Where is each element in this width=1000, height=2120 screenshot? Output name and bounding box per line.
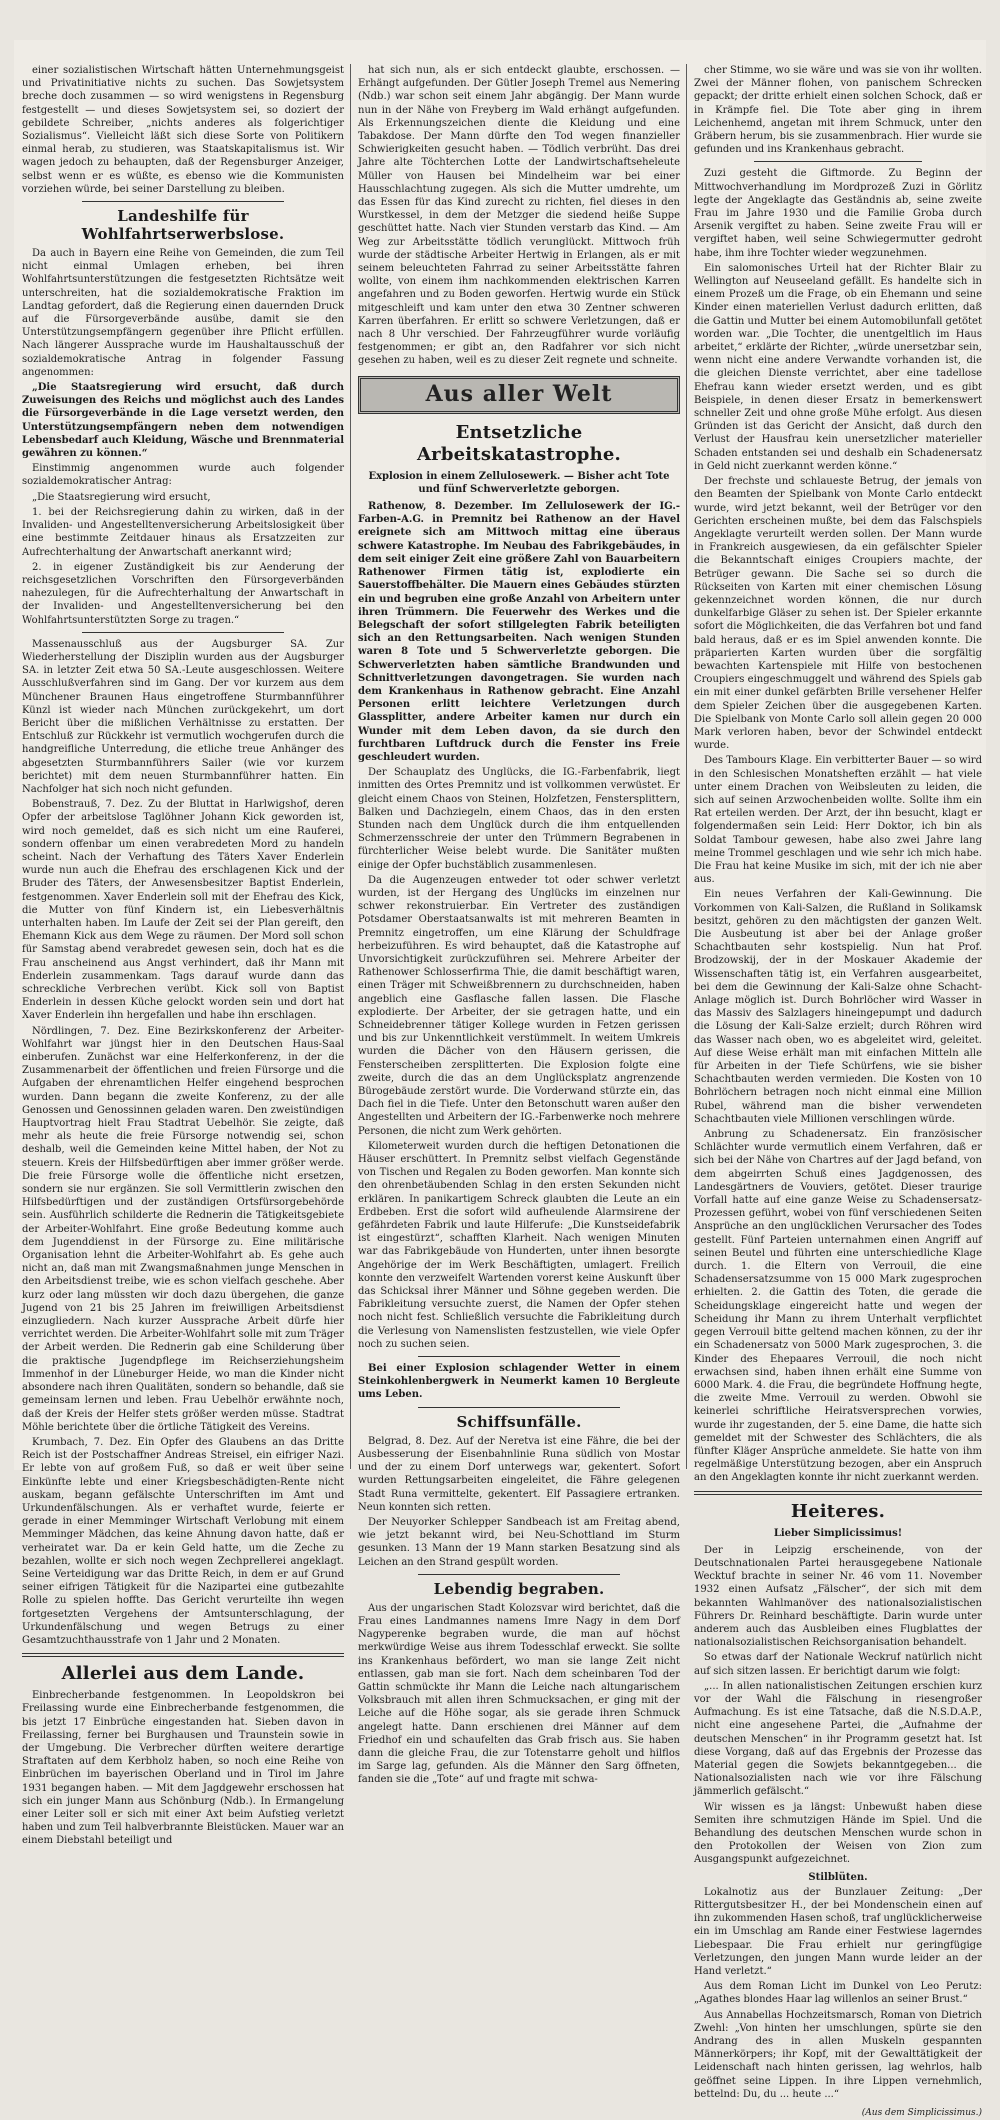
separator [22,1653,344,1657]
separator [418,1356,620,1357]
article-paragraph: Bobenstrauß, 7. Dez. Zu der Bluttat in Harlwigshof, deren Opfer der arbeitslose Taglöhner Johann Kick geworden ist, wird noch gemeldet, daß es sich nicht um eine Rauferei, sondern offenbar um einen verabredeten Mord zu handeln scheint. Nach der Verhaftung des Täters Xaver Enderlein wurde nun auch die Ehefrau des erschlagenen Kick und der Bruder des Täters, der Anwesensbesitzer Baptist Enderlein, festgenommen. Xaver Enderlein soll mit der Ehefrau des Kick, die Mutter von fünf Kindern ist, ein Liebesverhältnis unterhalten haben. Im Laufe der Zeit sei der Plan gereift, den Ehemann Kick aus dem Wege zu räumen. Der Mord soll schon für Samstag abend verabredet gewesen sein, doch hat es die Frau anscheinend aus Angst verhindert, daß ihr Mann mit Enderlein zusammenkam. Tags darauf wurde dann das schreckliche Verbrechen verübt. Kick soll von Baptist Enderlein in dessen Küche gelockt worden sein und dort hat Xaver Enderlein ihn hergefallen und habe ihn erschlagen. [22,799,344,1022]
article-paragraph: 2. in eigener Zuständigkeit bis zur Aenderung der reichsgesetzlichen Vorschriften den Fürsorgeverbänden nahezulegen, für die Aufrechterhaltung der Anwartschaft in der Invaliden- und Angestelltenversicherung bei den Wohlfahrtsunterstützten Sorge zu tragen.“ [22,561,344,626]
column-right [694,64,982,2119]
article-paragraph: „Die Staatsregierung wird ersucht, daß durch Zuweisungen des Reichs und möglichst auch des Landes die Fürsorgeverbände in die Lage versetzt werden, den Unterstützungsempfängern neben dem notwendigen Lebensbedarf auch Kleidung, Wäsche und Brennmaterial gewähren zu können.“ [22,382,344,460]
article-paragraph: „Die Staatsregierung wird ersucht, [32,491,211,503]
article-paragraph: Rathenow, 8. Dezember. Im Zellulosewerk der IG.-Farben-A.G. in Premnitz bei Rathenow an der Havel ereignete sich am Mittwoch mittag eine überaus schwere Katastrophe. Im Neubau des Fabrikgebäudes, in dem seit einiger Zeit eine größere Zahl von Bauarbeitern Rathenower Firmen tätig ist, explodierte ein Sauerstoffbehälter. Die Mauern eines Gebäudes stürzten ein und begruben eine große Anzahl von Arbeitern unter ihren Trümmern. Die Feuerwehr des Werkes und die Belegschaft der sofort stillgelegten Fabrik beteiligten sich an den Rettungsarbeiten. Nach wenigen Stunden waren 8 Tote und 5 Schwerverletzte geborgen. Die Schwerverletzten haben sämtliche Brandwunden und Schnittverletzungen davongetragen. Sie wurden nach dem Krankenhaus in Rathenow gebracht. Eine Anzahl Personen erlitt leichtere Verletzungen durch Glassplitter, andere Arbeiter kamen nur durch ein Wunder mit dem Leben davon, da sie durch den furchtbaren Luftdruck durch die Fenster ins Freie geschleudert wurden. [358,501,680,763]
article-paragraph: Bei einer Explosion schlagender Wetter in einem Steinkohlenbergwerk in Neumerkt kamen 10 Bergleute ums Leben. [358,1363,680,1401]
article-paragraph: Krumbach, 7. Dez. Ein Opfer des Glaubens an das Dritte Reich ist der Postschaffner Andreas Streisel, ein eifriger Nazi. Er lebte von auf großem Fuß, so daß er weit über seine Einkünfte lebte und einer Kriegsbeschädigten-Rente nicht auskam, begann gefälschte Unterschriften im Amt und Urkundenfälschungen. Als er verhaftet wurde, feierte er gerade in einer Memminger Wirtschaft Verlobung mit einem Memminger Mädchen, das keine Ahnung davon hatte, daß er verheiratet war. Da er kein Geld hatte, um die Zeche zu bezahlen, wollte er sich noch wegen Zechprellerei angeklagt. Seine Verteidigung war das Dritte Reich, in dem er auf Grund seiner eifrigen Tätigkeit für die Nazipartei eine gutbezahlte Rolle zu spielen hoffte. Das Gericht verurteilte ihn wegen fortgesetzten Vergehens der Amtsunterschlagung, der Urkundenfälschung und wegen Betrugs zu einer Gesamtzuchthausstrafe von 1 Jahr und 2 Monaten. [22,1436,344,1646]
article-paragraph: Des Tambours Klage. Ein verbitterter Bauer — so wird in den Schlesischen Monatsheften erzählt — hat viele unter einem Drachen von Weibsleuten zu leiden, die sich auf seinen Arzwochenbeiden wollte. Sollte ihm ein Rat erteilen werden. Der Arzt, der ihn besucht, klagt er folgendermaßen sein Leid: Herr Doktor, ich bin als Soldat Tambour gewesen, habe also zwei Jahre lang meine Trommel geschlagen und wie sehr ich mich habe. Die Frau hat keine Musike im sich, mit der ich nie aber aus. [694,755,982,886]
article-paragraph: „... In allen nationalistischen Zeitungen erschien kurz vor der Wahl die Fälschung in riesengroßer Aufmachung. Es ist eine Tatsache, daß die N.S.D.A.P., nicht eine angesehene Partei, die „Aufnahme der deutschen Menschen“ in ihr Programm gesetzt hat. Ist diese Vorgang, daß auf das Ergebnis der Prozesse das Material gegen die Sowjets bekanntgegeben... die Nationalsozialisten nach wie vor ihre Fälschung jämmerlich gefälscht.“ [694,1680,982,1798]
article-paragraph: Aus der ungarischen Stadt Kolozsvar wird berichtet, daß die Frau eines Landmannes namens Imre Nagy in dem Dorf Nagyperenke begraben wurde, die man auf höchst merkwürdige Weise aus ihrem Todesschlaf erweckt. Sie sollte ins Krankenhaus befördert, wo man sie lange Zeit nicht entlassen, gab man sie fort. Nach dem scheinbaren Tod der Gattin schmückte ihr Mann die Leiche nach altungarischem Volksbrauch mit allen ihren Schmucksachen, er ging mit der Leiche auf die Höhe sogar, als sie gerade ihren Schmuck angelegt hatte. Dann erschienen drei Männer auf dem Friedhof ein und schaufelten das Grab frisch aus. Sie haben dann die gleiche Frau, die zur Totenstarre geholt und hilflos im Sarge lag, gefunden. Als die Männer den Sarg öffneten, fanden sie die „Tote“ auf und fragte mit schwa- [358,1602,680,1786]
article-paragraph: Belgrad, 8. Dez. Auf der Neretva ist eine Fähre, die bei der Ausbesserung der Eisenbahnlinie Runa südlich von Mostar und der zu einem Dorf unterwegs war, gekentert. Sofort wurden Rettungsarbeiten eingeleitet, die Fähre gelegenen Stadt Runa vermittelte, gekentert. Elf Passagiere ertranken. Neun konnten sich retten. [358,1435,680,1513]
source-credit: (Aus dem Simplicissimus.) [861,2108,982,2119]
article-paragraph: Der Neuyorker Schlepper Sandbeach ist am Freitag abend, wie jetzt bekannt wird, bei Neu-Schottland im Sturm gesunken. 13 Mann der 19 Mann starken Besatzung sind als Leichen an den Strand gespült worden. [358,1516,680,1568]
heading-lebendig-begraben: Lebendig begraben. [433,1579,605,1598]
article-paragraph: Ein neues Verfahren der Kali-Gewinnung. Die Vorkommen von Kali-Salzen, die Rußland in Solikamsk besitzt, gehören zu den mächtigsten der ganzen Welt. Die Ausbeutung ist aber bei der Anlage großer Schachtbauten sehr kostspielig. Nun hat Prof. Brodzowskij, der in der Moskauer Akademie der Wissenschaften tätig ist, ein Verfahren ausgearbeitet, bei dem die Gewinnung der Kali-Salze ohne Schacht-Anlage möglich ist. Durch Bohrlöcher wird Wasser in das Massiv des Salzlagers hineingepumpt und dadurch die Lösung der Kali-Salze erzielt; durch Röhren wird das Wasser nach oben, wo es abgeleitet wird, geleitet. Auf diese Weise erhält man mit einfachen Mitteln alle für Arbeiten in der Tiefe Schürfens, wie sie bisher Schachtbauten werden vermieden. Die Kosten von 10 Bohrlöchern betragen noch nicht einmal eine Million Rubel, während man die bisher verwendeten Schachtbauten viele Millionen verschlingen würde. [694,889,982,1125]
article-paragraph: Der frechste und schlaueste Betrug, der jemals von den Beamten der Spielbank von Monte Carlo entdeckt wurde, wird jetzt bekannt, weil der Betrüger vor den Gerichten erscheinen mußte, bei dem das Falschspiels Angeklagte verurteilt werden sollen. Der Mann wurde in Frankreich ausgewiesen, da ein gefälschter Spieler die Bekanntschaft einiges Croupiers machte, der Betrüger gewann. Die Sache sei so durch die Rückseiten von Karten mit einer chemischen Lösung gekennzeichnet worden können, die nur durch dunkelfarbige Gläser zu sehen ist. Der Spieler erkannte sofort die Möglichkeiten, die das Verfahren bot und fand bald heraus, daß er es im Spiel anwenden konnte. Die präparierten Karten wurden über die sorgfältig bewachten Kartenspiele mit Hilfe von bestochenen Croupiers eingeschmuggelt und während des Spiels gab ein mit einer dunkel gefärbten Brille versehener Helfer dem Spieler Zeichen über die ausgegebenen Karten. Die Spielbank von Monte Carlo soll allein gegen 20 000 Mark verloren haben, bevor der Schwindel entdeckt wurde. [694,476,982,752]
separator [754,161,922,162]
newspaper-page [14,40,986,2119]
article-paragraph: Zuzi gesteht die Giftmorde. Zu Beginn der Mittwochverhandlung im Mordprozeß Zuzi in Görlitz legte der Angeklagte das Geständnis ab, seine zweite Frau im Jahre 1930 und die Familie Groba durch Arsenik vergiftet zu haben. Seine zweite Frau will er vergiftet haben, weil seine Schwiegermutter gedroht habe, ihm ihre Tochter wieder wegzunehmen. [694,168,982,259]
article-paragraph: Da die Augenzeugen entweder tot oder schwer verletzt wurden, ist der Hergang des Unglücks im einzelnen nur schwer rekonstruierbar. Ein Vertreter des zuständigen Potsdamer Oberstaatsanwalts ist mit mehreren Beamten in Premnitz eingetroffen, um eine Klärung der Schuldfrage herbeizuführen. Es wird behauptet, daß die Katastrophe auf Unvorsichtigkeit zurückzuführen sei. Mehrere Arbeiter der Rathenower Schlosserfirma Thie, die damit beschäftigt waren, einen Träger mit Schweißbrennern zu durchschneiden, haben angeblich eine Gasflasche fallen lassen. Die Flasche explodierte. Der Arbeiter, der sie getragen hatte, und ein Schneidebrenner tätiger Kollege wurden in Fetzen gerissen und bis zur Unkenntlichkeit verstümmelt. In weitem Umkreis wurden die Dächer von den Häusern gerissen, die Fensterscheiben zersplitterten. Die Explosion folgte eine zweite, durch die das an dem Unglücksplatz angrenzende Bürogebäude zerstört wurde. Die Vorderwand stürzte ein, das Dach fiel in die Tiefe. Unter den Betonschutt waren außer den Angestellten und Arbeitern der IG.-Farbenwerke noch mehrere Personen, die nicht zum Werk gehörten. [358,874,680,1137]
heading-allerlei: Allerlei aus dem Lande. [61,1663,305,1685]
article-paragraph: cher Stimme, wo sie wäre und was sie von ihr wollten. Zwei der Männer flohen, von panischem Schrecken gepackt; der dritte erhielt einen solchen Schock, daß er in Krämpfe fiel. Die Tote aber ging in ihrem Leichenhemd, angetan mit ihrem Schmuck, unter den Gräbern herum, bis sie zusammenbrach. Hier wurde sie gefunden und ins Krankenhaus gebracht. [694,65,982,156]
article-paragraph: Lokalnotiz aus der Bunzlauer Zeitung: „Der Rittergutsbesitzer H., der bei Mondenschein einen auf ihn zukommenden Hasen schoß, traf unglücklicherweise ein im Umschlag am Rande einer Festwiese lagerndes Liebespaar. Die Frau erhielt nur geringfügige Verletzungen, den jungen Mann wurde leider an der Hand verletzt.“ [694,1886,982,1978]
heading-heiteres: Heiteres. [790,1500,886,1522]
separator [694,1491,982,1495]
heading-schiffsunfaelle: Schiffsunfälle. [456,1412,582,1431]
heading-landeshilfe: Landeshilfe für Wohlfahrtserwerbslose. [81,207,285,244]
article-paragraph: Wir wissen es ja längst: Unbewußt haben diese Semiten ihre schmutzigen Hände im Spiel. Und die Behandlung des deutschen Menschen wurde schon in den Protokollen der Weisen von Zion zum Ausgangspunkt aufgezeichnet. [694,1801,982,1866]
column-rule [686,64,687,1469]
article-paragraph: Nördlingen, 7. Dez. Eine Bezirkskonferenz der Arbeiter-Wohlfahrt war jüngst hier in den Deutschen Haus-Saal einberufen. Zunächst war eine Helferkonferenz, in der die Zusammenarbeit der öffentlichen und freien Fürsorge und die Aufgaben der ehrenamtlichen Helfer eingehend besprochen wurden. Dann begann die zweite Konferenz, zu der alle Genossen und Genossinnen geladen waren. Den zweistündigen Hauptvortrag hielt Frau Stadtrat Uebelhör. Sie zeigte, daß mehr als heute die freie Fürsorge notwendig sei, schon deshalb, weil die Gemeinden keine Mittel haben, der Not zu steuern. Kreis der Hilfsbedürftigen aber immer größer werde. Die freie Fürsorge wolle die öffentliche nicht ersetzen, sondern sie nur ergänzen. Sie soll Vermittlerin zwischen den Hilfsbedürftigen und der zuständigen Ortsfürsorgebehörde sein. Ausführlich schilderte die Rednerin die Tätigkeitsgebiete der Arbeiter-Wohlfahrt. Eine große Bedeutung komme auch dem Jugenddienst in der Fürsorge zu. Eine militärische Organisation lehnt die Arbeiter-Wohlfahrt ab. Es gehe auch nicht an, daß man mit Zwangsmaßnahmen junge Menschen in den Arbeitsdienst treibe, wie es schon vielfach geschehe. Aber kurz oder lang müssten wir doch dazu übergehen, die ganze Jugend von 21 bis 25 Jahren im freiwilligen Arbeitsdienst einzugliedern. Nach kurzer Aussprache Arbeit dürfe hier verrichtet werden. Die Arbeiter-Wohlfahrt solle mit zum Träger der Arbeit werden. Die Rednerin gab eine Schilderung über die praktische Jugendpflege im Reichserziehungsheim Immenhof in der Lüneburger Heide, wo man die Kinder nicht absondere nach ihren Qualitäten, sondern so behandle, daß sie gemeinsam lernen und leben. Frau Uebelhör erwähnte noch, daß der Kreis der Helfer stets größer werden müsse. Stadtrat Möhle berichtete über die örtliche Tätigkeit des Vereins. [22,1025,345,1433]
article-paragraph: Da auch in Bayern eine Reihe von Gemeinden, die zum Teil nicht einmal Umlagen erheben, bei ihren Wohlfahrtsunterstützungen die festgesetzten Richtsätze weit unterschreiten, hat die sozialdemokratische Fraktion im Landtag gefordert, daß die Regierung einen dauernden Druck auf die Fürsorgeverbände ausübe, damit sie den Unterstützungsempfängern gegenüber ihre Pflicht erfüllen. Nach längerer Aussprache wurde im Haushaltausschuß der sozialdemokratische Antrag in folgender Fassung angenommen: [22,248,344,378]
separator [418,1407,620,1408]
column-left [22,64,345,1847]
article-paragraph: einer sozialistischen Wirtschaft hätten Unternehmungsgeist und Privatinitiative nichts zu suchen. Das Sowjetsystem breche doch zusammen — so wird wenigstens in Regensburg festgestellt — und dieses Sowjetsystem sei, so doziert der gebildete Schreiber, „nichts anderes als folgerichtiger Sozialismus“. Vielleicht läßt sich diese Sorte von Politikern einmal herab, zu studieren, was Staatskapitalismus ist. Wir wagen jedoch zu behaupten, daß der Regensburger Anzeiger, selbst wenn er es wüßte, es ebenso wie die Kommunisten vorziehen würde, bei seiner Darstellung zu bleiben. [22,65,344,195]
article-paragraph: Aus Annabellas Hochzeitsmarsch, Roman von Dietrich Zwehl: „Von hinten her umschlungen, spürte sie den Andrang des in allen Muskeln gespannten Männerkörpers; ihr Kopf, mit der Gewalttätigkeit der Leidenschaft nach hinten gerissen, lag wehrlos, halb geöffnet seine Lippen. In ihre Lippen vernehmlich, bettelnd: Du, du ... heute ...“ [694,2009,982,2100]
heading-stilblueten: Stilblüten. [808,1871,868,1883]
article-paragraph: 1. bei der Reichsregierung dahin zu wirken, daß in der Invaliden- und Angestelltenversicherung Arbeitslosigkeit über eine bestimmte Zeitdauer hinaus als Ersatzzeiten zur Aufrechterhaltung der Anwartschaft anerkannt wird; [22,506,344,558]
article-paragraph: hat sich nun, als er sich entdeckt glaubte, erschossen. — Erhängt aufgefunden. Der Gütler Joseph Tremel aus Nemering (Ndb.) war schon seit einem Jahr abgängig. Der Mann wurde nun in der Nähe von Freyberg im Wald erhängt aufgefunden. Als Erkennungszeichen diente die Kleidung und eine Tabakdose. Der Mann dürfte den Tod wegen finanzieller Schwierigkeiten gesucht haben. — Tödlich verbrüht. Das drei Jahre alte Töchterchen Lotte der Landwirtschaftseheleute Müller von Hausen bei Mindelheim war bei einer Hausschlachtung zugegen. Als sich die Mutter umdrehte, um das Essen für das Kind zurecht zu richten, fiel dieses in den Wurstkessel, in dem der Metzger die siedend heiße Suppe geschüttet hatte. Nach vier Stunden verstarb das Kind. — Am Weg zur Arbeitsstätte tödlich verunglückt. Mittwoch früh wurde der städtische Arbeiter Hertwig in Erlangen, als er mit seinem beleuchteten Fahrrad zu seiner Arbeitsstätte fahren wollte, von einem ihm nachkommenden elektrischen Karren angefahren und zu Boden geworfen. Hertwig wurde ein Stück mitgeschleift und kam unter den etwa 30 Zentner schweren Karren überfahren. Er erlitt so schwere Verletzungen, daß er nach 8 Uhr verschied. Der Fahrzeugführer wurde vorläufig festgenommen; er gibt an, den Radfahrer vor sich nicht gesehen zu haben, weil es zu dieser Zeit regnete und schneite. [358,65,680,367]
subheading: Lieber Simplicissimus! [773,1527,903,1539]
article-paragraph: Anbrung zu Schadenersatz. Ein französischer Schlächter wurde vermutlich einem Verfahren, daß er sich bei der Nähe von Chartres auf der Jagd befand, von dem abgeirrten Schuß eines Jagdgenossen, des Landesgärtners de Vouviers, getötet. Dieser traurige Vorfall hatte auf eine ganze Weise zu Schadensersatz-Prozessen geführt, wobei von fünf verschiedenen Seiten Ansprüche an den unglücklichen Verursacher des Todes gestellt. Fünf Parteien unternahmen einen Angriff auf seinen Beutel und führten eine unterschiedliche Klage durch. 1. die Eltern von Verrouil, die eine Schadensersatzsumme von 15 000 Mark zugesprochen erhielten. 2. die Gattin des Toten, die gerade die Scheidungsklage eingereicht hatte und wegen der Scheidung ihr Mann zu ihrem Unterhalt verpflichtet gegen Verrouil bitte geltend machen können, zu der ihr ein Schadenersatz von 5000 Mark zugesprochen, 3. die Kinder des Ehepaares Verrouil, die noch nicht erwachsen sind, haben ihnen erhält eine Summe von 6000 Mark. 4. die Frau, die begründete Hoffnung hegte, die zweite Mme. Verrouil zu werden. Obwohl sie keinerlei schriftliche Heiratsversprechen vorwies, wurde ihr zugestanden, der 5. eine Dame, die hatte sich gemeldet mit der Schwester des Schlächters, die als fünfter Kläger Ansprüche anmeldete. Sie hatte von ihm regelmäßige Unterstützung bezogen, aber ein Anspruch an den Angeklagten konnte ihr nicht zuerkannt werden. [694,1129,982,1484]
article-paragraph: Der Schauplatz des Unglücks, die IG.-Farbenfabrik, liegt inmitten des Ortes Premnitz und ist vollkommen verwüstet. Er gleicht einem Chaos von Steinen, Holzfetzen, Fenstersplittern, Balken und Dachziegeln, einem Chaos, das in den ersten Stunden nach dem Unglück durch die ihm entquellenden Schmerzensschreie der unter den Trümmern Begrabenen in fürchterlicher Weise belebt wurde. Die Sanitäter mußten einige der Opfer buchstäblich zusammenlesen. [358,767,680,871]
column-rule [350,64,351,1469]
heading-katastrophe: Entsetzliche Arbeitskatastrophe. [416,421,621,465]
article-paragraph: Einbrecherbande festgenommen. In Leopoldskron bei Freilassing wurde eine Einbrecherbande festgenommen, die bis jetzt 17 Einbrüche eingestanden hat. Sieben davon in Freilassing, ferner bei Burghausen und Traunstein sowie in der Umgebung. Die Verbrecher dürften weitere derartige Straftaten auf dem Kerbholz haben, so noch eine Reihe von Einbrüchen im bayerischen Oberland und in Tirol im Jahre 1931 begangen haben. — Mit dem Jagdgewehr erschossen hat sich ein junger Mann aus Schönburg (Ndb.). In Ermangelung einer Leiter soll er sich mit einer Axt beim Aufstieg verletzt haben und zum Teil halbverbrannte Bleistücken. Mauer war an einem Diebstahl beteiligt und [22,1690,344,1847]
article-paragraph: So etwas darf der Nationale Weckruf natürlich nicht auf sich sitzen lassen. Er berichtigt darum wie folgt: [694,1652,982,1677]
article-paragraph: Der in Leipzig erscheinende, von der Deutschnationalen Partei herausgegebene Nationale Wecktuf brachte in seiner Nr. 46 vom 11. November 1932 einen Aufsatz „Fälscher“, der sich mit dem bekannten Wahlmanöver des nationalsozialistischen Führers Dr. Reinhard beschäftigte. Darin wurde unter anderem auch das Ausbleiben eines Flugblattes der nationalsozialistischen Reichsorganisation behandelt. [694,1544,982,1649]
article-paragraph: Massenausschluß aus der Augsburger SA. Zur Wiederherstellung der Disziplin wurden aus der Augsburger SA. in letzter Zeit etwa 50 SA.-Leute ausgeschlossen. Weitere Ausschlußverfahren sind im Gang. Der vor kurzem aus dem Münchener Braunen Haus eingetroffene Sturmbannführer Künzl ist wieder nach München zurückgekehrt, um dort Bericht über die mißlichen Verhältnisse zu erstatten. Der Entschluß zur Rückkehr ist vermutlich wochgerufen durch die handgreifliche Unterredung, die etliche treue Anhänger des abgesetzten Sturmbannführers Sailer (wie vor kurzem berichtet) mit dem neuen Sturmbannführer hatten. Ein Nachfolger hat sich noch nicht gefunden. [22,638,344,795]
section-banner: Aus aller Welt [358,376,680,414]
column-middle [358,64,680,1786]
article-paragraph: Kilometerweit wurden durch die heftigen Detonationen die Häuser erschüttert. In Premnitz selbst vielfach Gegenstände von Tischen und Regalen zu Boden geworfen. Man konnte sich den ohrenbetäubenden Schlag in den ersten Sekunden nicht erklären. In panikartigem Schreck glaubten die Leute an ein Erdbeben. Erst die sofort wild aufheulende Alarmsirene der gefährdeten Fabrik und laute Hilferufe: „Die Kunstseidefabrik ist eingestürzt“, schafften Klarheit. Nach wenigen Minuten war das Fabrikgebäude von Hunderten, unter ihnen besorgte Angehörige der im Werk Beschäftigten, umlagert. Freilich konnte den verzweifelt Wartenden vorerst keine Auskunft über das Schicksal ihrer Männer und Söhne gegeben werden. Die Fabrikleitung versuchte zuerst, die Namen der Opfer stehen noch nicht fest. Schließlich versuchte die Fabrikleitung durch die Verlesung von Namenslisten festzustellen, wie viele Opfer noch zu suchen seien. [358,1140,680,1350]
article-paragraph: Aus dem Roman Licht im Dunkel von Leo Perutz: „Agathes blondes Haar lag willenlos an seiner Brust.“ [694,1981,982,2006]
subheading: Explosion in einem Zellulosewerk. — Bisher acht Tote und fünf Schwerverletzte geborgen. [368,470,670,495]
separator [418,1574,620,1575]
separator [82,632,284,633]
article-paragraph: Ein salomonisches Urteil hat der Richter Blair zu Wellington auf Neuseeland gefällt. Es handelte sich in einem Prozeß um die Frage, ob ein Ehemann und seine Kinder einen materiellen Verlust dadurch erlitten, daß die Gattin und Mutter bei einem Automobilunfall getötet worden war. „Die Tochter, die unentgeltlich im Haus arbeitet,“ erklärte der Richter, „würde unersetzbar sein, wenn nicht eine andere Verwandte vorhanden ist, die die gleichen Dienste verrichtet, aber eine tadellose Ehefrau kann wieder ersetzt werden, und es gibt Beispiele, in denen dieser Ersatz in bemerkenswert schneller Zeit und ohne große Mühe erfolgt. Aus diesen Gründen ist das Gericht der Ansicht, daß durch den Verlust der Hausfrau kein unersetzlicher materieller Schaden entstanden sei und deshalb ein Schadenersatz in Geld nicht zuerkannt werden könne.“ [694,262,982,472]
article-paragraph: Einstimmig angenommen wurde auch folgender sozialdemokratischer Antrag: [22,463,344,488]
separator [82,201,284,202]
